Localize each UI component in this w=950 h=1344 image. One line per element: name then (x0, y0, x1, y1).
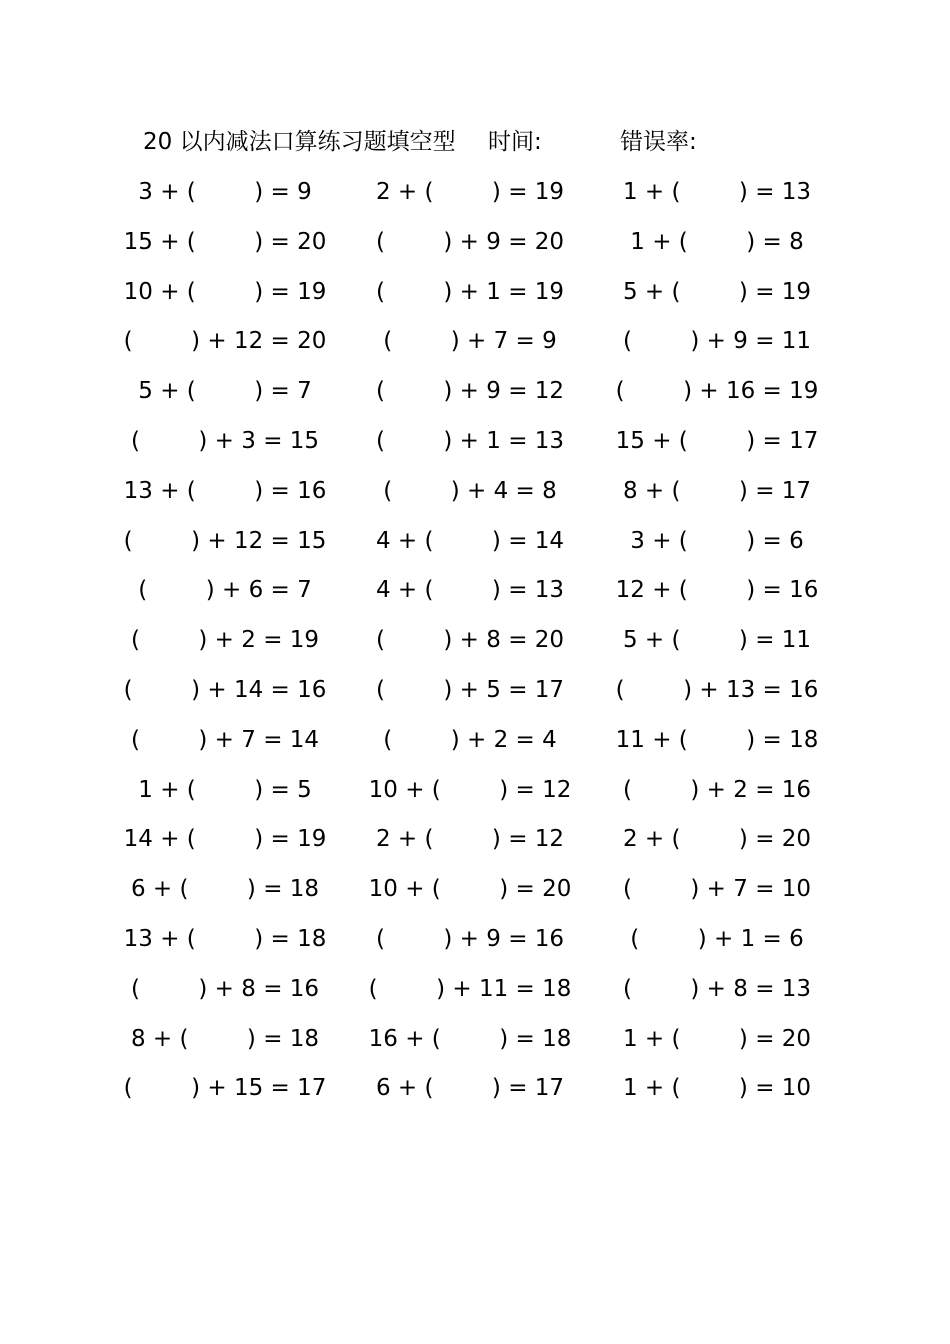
problem-item: ( ) + 8 = 20 (375, 627, 565, 654)
problem-item: ( ) + 1 = 6 (630, 926, 804, 952)
problem-item: 10 + ( ) = 19 (123, 278, 327, 305)
problem-item: 1 + ( ) = 10 (622, 1075, 812, 1102)
problem-item: 3 + ( ) = 9 (138, 179, 312, 205)
problem-item: ( ) + 4 = 8 (383, 477, 557, 504)
problem-item: ( ) + 9 = 12 (375, 378, 565, 405)
problem-item: 2 + ( ) = 19 (375, 179, 565, 205)
problem-item: ( ) + 8 = 16 (130, 975, 320, 1002)
problem-item: ( ) + 8 = 13 (622, 975, 812, 1002)
problem-item: ( ) + 2 = 19 (130, 627, 320, 654)
problem-item: 10 + ( ) = 20 (368, 876, 572, 903)
problem-item: 6 + ( ) = 18 (130, 876, 320, 903)
problem-item: 15 + ( ) = 20 (123, 228, 327, 255)
problem-item: ( ) + 11 = 18 (368, 975, 572, 1002)
time-label: 时间: (488, 129, 542, 155)
problem-item: 3 + ( ) = 6 (630, 527, 804, 554)
problem-item: ( ) + 14 = 16 (123, 677, 327, 703)
worksheet-title: 20 以内减法口算练习题填空型 (143, 129, 456, 155)
problem-item: 2 + ( ) = 12 (375, 826, 565, 853)
problem-item: 13 + ( ) = 18 (123, 926, 327, 952)
problem-item: 5 + ( ) = 7 (138, 378, 312, 405)
problem-item: ( ) + 7 = 10 (622, 876, 812, 903)
problem-item: 1 + ( ) = 13 (622, 179, 812, 205)
problem-item: ( ) + 12 = 15 (123, 527, 327, 554)
problem-item: ( ) + 3 = 15 (130, 428, 320, 454)
problem-item: 1 + ( ) = 5 (138, 776, 312, 803)
problem-item: ( ) + 9 = 16 (375, 926, 565, 952)
problem-item: 2 + ( ) = 20 (622, 826, 812, 853)
problem-item: 11 + ( ) = 18 (615, 726, 819, 753)
problem-item: ( ) + 2 = 16 (622, 776, 812, 803)
problem-item: 4 + ( ) = 13 (375, 577, 565, 604)
problem-item: ( ) + 2 = 4 (383, 726, 557, 753)
problem-item: 10 + ( ) = 12 (368, 776, 572, 803)
error-rate-label: 错误率: (620, 129, 697, 155)
problem-item: 6 + ( ) = 17 (375, 1075, 565, 1102)
problem-item: 8 + ( ) = 18 (130, 1025, 320, 1052)
problem-item: 1 + ( ) = 20 (622, 1025, 812, 1052)
problem-item: ( ) + 7 = 9 (383, 328, 557, 355)
problem-item: 14 + ( ) = 19 (123, 826, 327, 853)
problem-item: 5 + ( ) = 19 (622, 278, 812, 305)
problem-item: ( ) + 12 = 20 (123, 328, 327, 355)
problem-item: 5 + ( ) = 11 (622, 627, 812, 654)
problem-item: ( ) + 15 = 17 (123, 1075, 327, 1102)
problem-item: 13 + ( ) = 16 (123, 477, 327, 504)
problem-item: 1 + ( ) = 8 (630, 228, 804, 255)
problem-item: ( ) + 5 = 17 (375, 677, 565, 703)
problem-item: 15 + ( ) = 17 (615, 428, 819, 454)
problem-item: ( ) + 13 = 16 (615, 677, 819, 703)
problem-item: ( ) + 9 = 20 (375, 228, 565, 255)
problem-item: 16 + ( ) = 18 (368, 1025, 572, 1052)
problem-item: ( ) + 1 = 13 (375, 428, 565, 454)
problem-item: ( ) + 16 = 19 (615, 378, 819, 405)
problem-item: ( ) + 1 = 19 (375, 278, 565, 305)
problem-item: 12 + ( ) = 16 (615, 577, 819, 604)
problem-item: ( ) + 7 = 14 (130, 726, 320, 753)
problem-item: 4 + ( ) = 14 (375, 527, 565, 554)
problem-item: 8 + ( ) = 17 (622, 477, 812, 504)
problem-item: ( ) + 6 = 7 (138, 577, 312, 604)
problem-item: ( ) + 9 = 11 (622, 328, 812, 355)
